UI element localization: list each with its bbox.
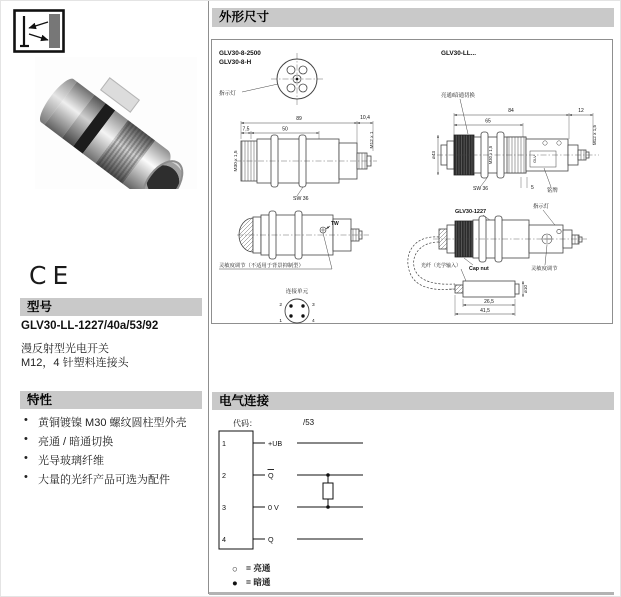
sensor-block — [49, 14, 60, 48]
drawing-sensitivity-view — [219, 211, 369, 324]
drawing-glv30-1227 — [408, 202, 587, 316]
dim-body-length: 65 — [485, 118, 491, 125]
drawing-glv30-ll — [431, 50, 599, 194]
indicator-leader — [242, 84, 278, 92]
code-value: /53 — [303, 418, 315, 427]
bullet-icon: • — [24, 471, 28, 483]
feature-text: 光导玻璃纤维 — [38, 455, 104, 467]
wrench-size-label: SW 36 — [293, 196, 309, 202]
wrench-leader — [297, 187, 303, 196]
sensitivity-label: 灵敏度调节（不适用于背景抑制型） — [219, 263, 304, 269]
indicator-label: 指示灯 — [533, 204, 550, 210]
ce-mark: CE — [29, 261, 75, 290]
pin-number: 1 — [222, 439, 226, 448]
wiring-diagram — [211, 413, 613, 591]
nameplate-label: 铭牌 — [547, 188, 558, 194]
pin-number: 2 — [222, 471, 226, 480]
electrical-section-header — [212, 392, 614, 410]
sensitivity-label: 灵敏度调节 — [531, 266, 558, 272]
device-box — [219, 431, 253, 549]
pin-number: 4 — [222, 535, 226, 544]
feature-text: 亮通 / 暗通切换 — [38, 436, 114, 448]
dark-on-label: = 暗通 — [246, 577, 271, 587]
drawing-glv30-8 — [219, 50, 377, 202]
dimensions-section-title: 外形尺寸 — [219, 10, 270, 24]
nameplate-mark: GLV — [532, 155, 537, 163]
model-label: GLV30-8-H — [219, 59, 252, 66]
plug-thread-label: M12 x 1,5 — [592, 124, 597, 146]
bullet-icon: • — [24, 452, 28, 464]
pin-number: 2 — [279, 303, 282, 308]
model-label: GLV30-LL... — [441, 50, 477, 57]
pin-label: 0 V — [268, 503, 279, 512]
dimensions-section-header — [212, 8, 614, 27]
model-description-line2: M12，4 针塑料连接头 — [21, 357, 129, 369]
bottom-rule — [209, 592, 614, 595]
dimension-drawings — [211, 39, 613, 324]
dim-total-length: 89 — [296, 116, 302, 122]
feature-item — [20, 414, 202, 432]
feature-item — [20, 433, 202, 451]
column-divider — [208, 1, 209, 594]
wrench-size-label: SW 36 — [473, 186, 489, 192]
plug-thread-label: M12 x 1 — [370, 131, 375, 149]
feature-text: 大量的光纤产品可选为配件 — [38, 474, 170, 486]
fiber-input-label: 光纤（光学输入） — [421, 263, 462, 269]
indicator-label: 指示灯 — [219, 91, 236, 97]
feature-item — [20, 452, 202, 470]
fiber-end-piece — [449, 281, 519, 297]
light-on-label: = 亮通 — [246, 563, 271, 573]
pin-number: 3 — [222, 503, 226, 512]
side-view — [235, 115, 377, 187]
electrical-section-title: 电气连接 — [219, 394, 270, 408]
thread-size-label: M30 x 1,5 — [234, 150, 239, 172]
switch-mode-label: 亮通/暗通切换 — [441, 93, 475, 99]
product-photo — [35, 57, 197, 189]
dim-total-length: 84 — [508, 108, 514, 114]
feature-item — [20, 471, 202, 489]
code-label: 代码： — [233, 419, 257, 428]
dark-on-symbol: ● — [232, 578, 238, 589]
fiber-diameter-label: ø10 — [523, 285, 528, 293]
pin-number: 3 — [312, 303, 315, 308]
thread-size-label: M30 x 1,5 — [488, 145, 493, 165]
dim-plug-length: 12 — [578, 108, 584, 114]
pin-label: Q — [268, 471, 274, 480]
model-section-header — [20, 298, 202, 316]
cap-nut-label: Cap nut — [469, 266, 489, 272]
switch-mode-leader — [460, 99, 468, 134]
gap-dim-label: 5 — [531, 185, 534, 191]
front-view — [271, 53, 323, 105]
dim-plug-length: 10,4 — [360, 115, 370, 121]
connector-pinout — [279, 299, 315, 324]
dim-ferrule-length: 26,5 — [484, 299, 494, 305]
model-label: GLV30-1227 — [455, 209, 487, 215]
model-description-line1: 漫反射型光电开关 — [21, 343, 109, 355]
diffuse-sensor-icon — [13, 9, 65, 53]
pin-label: +UB — [268, 439, 283, 448]
dim-tip-length: 41,5 — [480, 308, 490, 314]
features-section-title: 特性 — [27, 393, 53, 407]
tw-label: TW — [331, 221, 339, 227]
connector-unit-label: 连接单元 — [285, 289, 309, 295]
model-section-title: 型号 — [27, 300, 53, 314]
dim-front-length: 7,5 — [242, 126, 250, 133]
model-number: GLV30-LL-1227/40a/53/92 — [21, 320, 159, 332]
pin-number: 4 — [312, 319, 315, 324]
model-label: GLV30-8-2500 — [219, 50, 261, 57]
diameter-label: ø43 — [431, 151, 436, 159]
pin-number: 1 — [279, 319, 282, 324]
light-on-symbol: ○ — [232, 564, 238, 575]
bullet-icon: • — [24, 414, 28, 426]
bullet-icon: • — [24, 433, 28, 445]
load-resistor — [323, 473, 333, 509]
pin-label: Q — [268, 535, 274, 544]
dim-body-length: 50 — [282, 126, 288, 133]
features-section-header — [20, 391, 202, 409]
feature-text: 黄铜镀镍 M30 螺纹圆柱型外壳 — [38, 417, 187, 429]
